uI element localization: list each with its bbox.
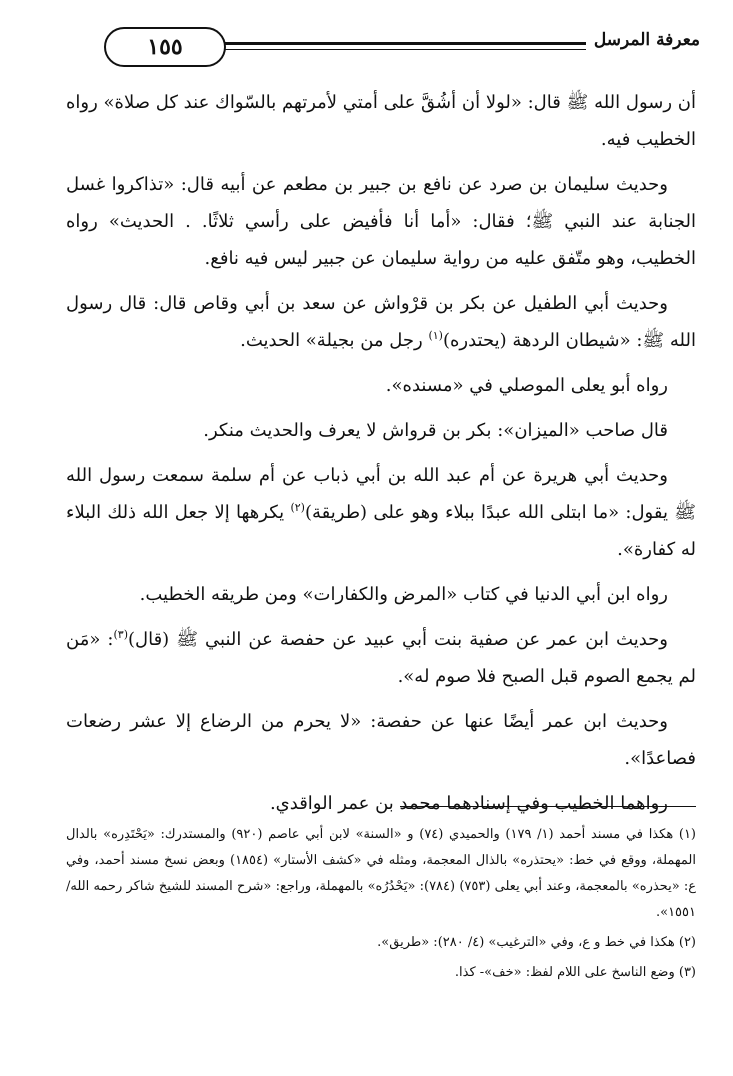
page-header — [60, 22, 700, 66]
paragraph-3-text: وحديث أبي الطفيل عن بكر بن قرْواش عن سعد بن أبي وقاص قال: قال رسول الله ﷺ: «شيطان الردهة (يحتدره) — [66, 293, 696, 351]
paragraph-9: وحديث ابن عمر أيضًا عنها عن حفصة: «لا يحرم من الرضاع إلا عشر رضعات فصاعدًا». — [66, 711, 696, 769]
paragraph-10: رواهما الخطيب وفي إسنادهما محمد بن عمر الواقدي. — [269, 793, 668, 814]
paragraph-3 — [66, 285, 696, 359]
paragraph-6-text: وحديث أبي هريرة عن أم عبد الله بن أبي ذباب عن أم سلمة سمعت رسول الله ﷺ يقول: «ما ابتلى الله عبدًا ببلاء وهو على (طريقة) — [66, 465, 696, 523]
page-number: ١٥٥ — [147, 34, 183, 60]
paragraph-6-tail: يكرهها إلا جعل الله ذلك البلاء له كفارة». — [66, 502, 696, 560]
paragraph-1: أن رسول الله ﷺ قال: «لولا أن أشُقَّ على أمتي لأمرتهم بالسّواك عند كل صلاة» رواه الخطيب فيه. — [66, 92, 696, 150]
footnote-ref-1: (١) — [428, 329, 443, 342]
paragraph-3-tail: رجل من بجيلة» الحديث. — [240, 330, 429, 351]
footnote-ref-3: (٣) — [113, 628, 128, 641]
page-number-badge — [104, 27, 226, 67]
paragraph-8 — [66, 621, 696, 695]
paragraph-5: قال صاحب «الميزان»: بكر بن قرواش لا يعرف والحديث منكر. — [203, 420, 668, 441]
paragraph-8-tail: : «مَن لم يجمع الصوم قبل الصبح فلا صوم له». — [66, 629, 696, 687]
paragraph-6 — [66, 457, 696, 568]
footnote-ref-2: (٢) — [290, 501, 305, 514]
header-rule-thin — [170, 49, 618, 50]
paragraph-2: وحديث سليمان بن صرد عن نافع بن جبير بن مطعم عن أبيه قال: «تذاكروا غسل الجنابة عند النبي ﷺ؛ فقال: «أما أنا فأفيض على رأسي ثلاثًا. . الحديث» رواه الخطيب، وهو متّفق عليه من رواية سليمان عن جبير ليس فيه نافع. — [66, 174, 696, 269]
footnotes — [66, 822, 696, 990]
header-rule-thick — [170, 42, 618, 45]
footnote-3: (٣) وضع الناسخ على اللام لفظ: «خف»- كذا. — [454, 965, 696, 980]
footnote-2: (٢) هكذا في خط و ع، وفي «الترغيب» (٤/ ٢٨٠): «طريق». — [377, 935, 696, 950]
paragraph-7: رواه ابن أبي الدنيا في كتاب «المرض والكفارات» ومن طريقه الخطيب. — [139, 584, 668, 605]
footnote-separator — [400, 806, 696, 807]
paragraph-4: رواه أبو يعلى الموصلي في «مسنده». — [385, 375, 668, 396]
main-text — [66, 84, 696, 830]
paragraph-8-text: وحديث ابن عمر عن صفية بنت أبي عبيد عن حفصة عن النبي ﷺ (قال) — [127, 629, 668, 650]
running-title: معرفة المرسل — [586, 30, 700, 50]
footnote-1: (١) هكذا في مسند أحمد (١/ ١٧٩) والحميدي (٧٤) و «السنة» لابن أبي عاصم (٩٢٠) والمستدرك: «يَحْتَدِره» بالدال المهملة، ووقع في خط: «يحتذره» بالذال المعجمة، ومثله في «كشف الأستار» (١٨٥٤) وبعض نسخ مسند أحمد، وفي ع: «يحذره» بالمعجمة، وعند أبي يعلى (٧٥٣) (٧٨٤): «يَحْدُرُه» بالمهملة، وراجع: «شرح المسند للشيخ شاكر رحمه الله/ ١٥٥١». — [66, 827, 696, 920]
